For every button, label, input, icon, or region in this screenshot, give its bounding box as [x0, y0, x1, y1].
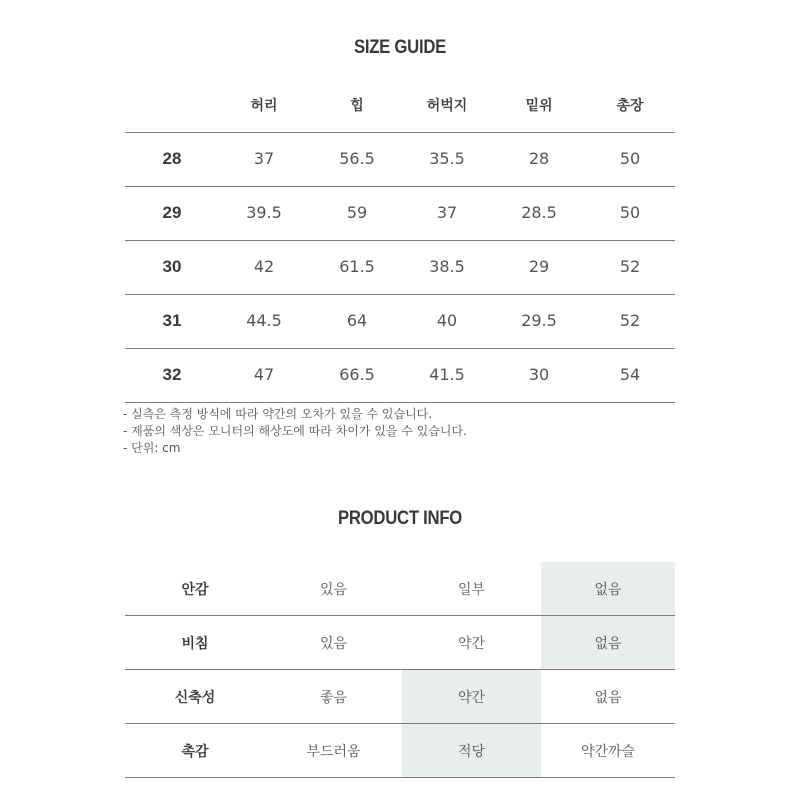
note-line: - 단위: cm — [123, 441, 181, 455]
table-cell: 37 — [436, 203, 458, 222]
attribute-option: 없음 — [541, 616, 675, 669]
product-info-title: PRODUCT INFO — [337, 508, 463, 529]
size-label: 29 — [162, 203, 182, 222]
table-cell: 42 — [253, 257, 275, 276]
product-info-row — [125, 562, 675, 615]
product-info-row — [125, 669, 675, 723]
attribute-option: 일부 — [457, 581, 486, 598]
size-label: 30 — [162, 257, 182, 276]
table-cell: 59 — [346, 203, 368, 222]
product-info-row — [125, 723, 675, 777]
size-table-header — [125, 87, 675, 132]
table-cell: 35.5 — [429, 149, 465, 168]
attribute-label: 비침 — [181, 635, 209, 652]
table-cell: 54 — [619, 365, 641, 384]
table-cell: 47 — [253, 365, 275, 384]
attribute-label: 안감 — [181, 581, 209, 598]
table-cell: 38.5 — [429, 257, 465, 276]
table-row — [125, 348, 675, 403]
table-cell: 28.5 — [521, 203, 557, 222]
table-cell: 44.5 — [246, 311, 282, 330]
column-header: 밑위 — [525, 98, 553, 114]
size-label: 28 — [162, 149, 182, 168]
product-info-table — [125, 562, 675, 778]
column-header: 총장 — [616, 98, 644, 114]
attribute-option: 약간까슬 — [580, 743, 636, 760]
product-info-row — [125, 615, 675, 669]
attribute-option: 있음 — [319, 635, 348, 652]
table-cell: 41.5 — [429, 365, 465, 384]
size-label: 32 — [162, 365, 182, 384]
attribute-option: 없음 — [594, 689, 622, 706]
attribute-option: 있음 — [319, 581, 348, 598]
table-cell: 29 — [528, 257, 550, 276]
table-cell: 30 — [528, 365, 550, 384]
attribute-option: 없음 — [541, 562, 675, 615]
size-notes — [123, 406, 467, 457]
note-line: - 실측은 측정 방식에 따라 약간의 오차가 있을 수 있습니다. — [123, 407, 433, 421]
table-cell: 39.5 — [246, 203, 282, 222]
note-line: - 제품의 색상은 모니터의 해상도에 따라 차이가 있을 수 있습니다. — [123, 424, 467, 438]
attribute-option: 약간 — [457, 635, 486, 652]
table-row — [125, 186, 675, 240]
table-cell: 61.5 — [339, 257, 375, 276]
size-label: 31 — [162, 311, 182, 330]
table-row — [125, 240, 675, 294]
table-cell: 52 — [619, 311, 641, 330]
table-cell: 28 — [528, 149, 550, 168]
column-header: 힙 — [350, 98, 364, 114]
attribute-option: 부드러움 — [306, 743, 361, 760]
column-header: 허리 — [250, 98, 278, 114]
table-cell: 50 — [619, 203, 641, 222]
size-table — [125, 87, 675, 403]
table-row — [125, 294, 675, 348]
table-cell: 50 — [619, 149, 641, 168]
table-cell: 52 — [619, 257, 641, 276]
table-cell: 37 — [253, 149, 275, 168]
size-guide-title: SIZE GUIDE — [353, 37, 447, 58]
attribute-option: 좋음 — [319, 689, 348, 706]
attribute-label: 신축성 — [174, 689, 216, 706]
table-cell: 40 — [436, 311, 458, 330]
table-cell: 66.5 — [339, 365, 375, 384]
attribute-option: 적당 — [402, 724, 541, 777]
table-cell: 64 — [346, 311, 368, 330]
column-header: 허벅지 — [426, 98, 468, 114]
attribute-label: 촉감 — [181, 743, 209, 760]
table-cell: 29.5 — [521, 311, 557, 330]
attribute-option: 약간 — [402, 670, 541, 723]
table-row — [125, 132, 675, 186]
table-cell: 56.5 — [339, 149, 375, 168]
